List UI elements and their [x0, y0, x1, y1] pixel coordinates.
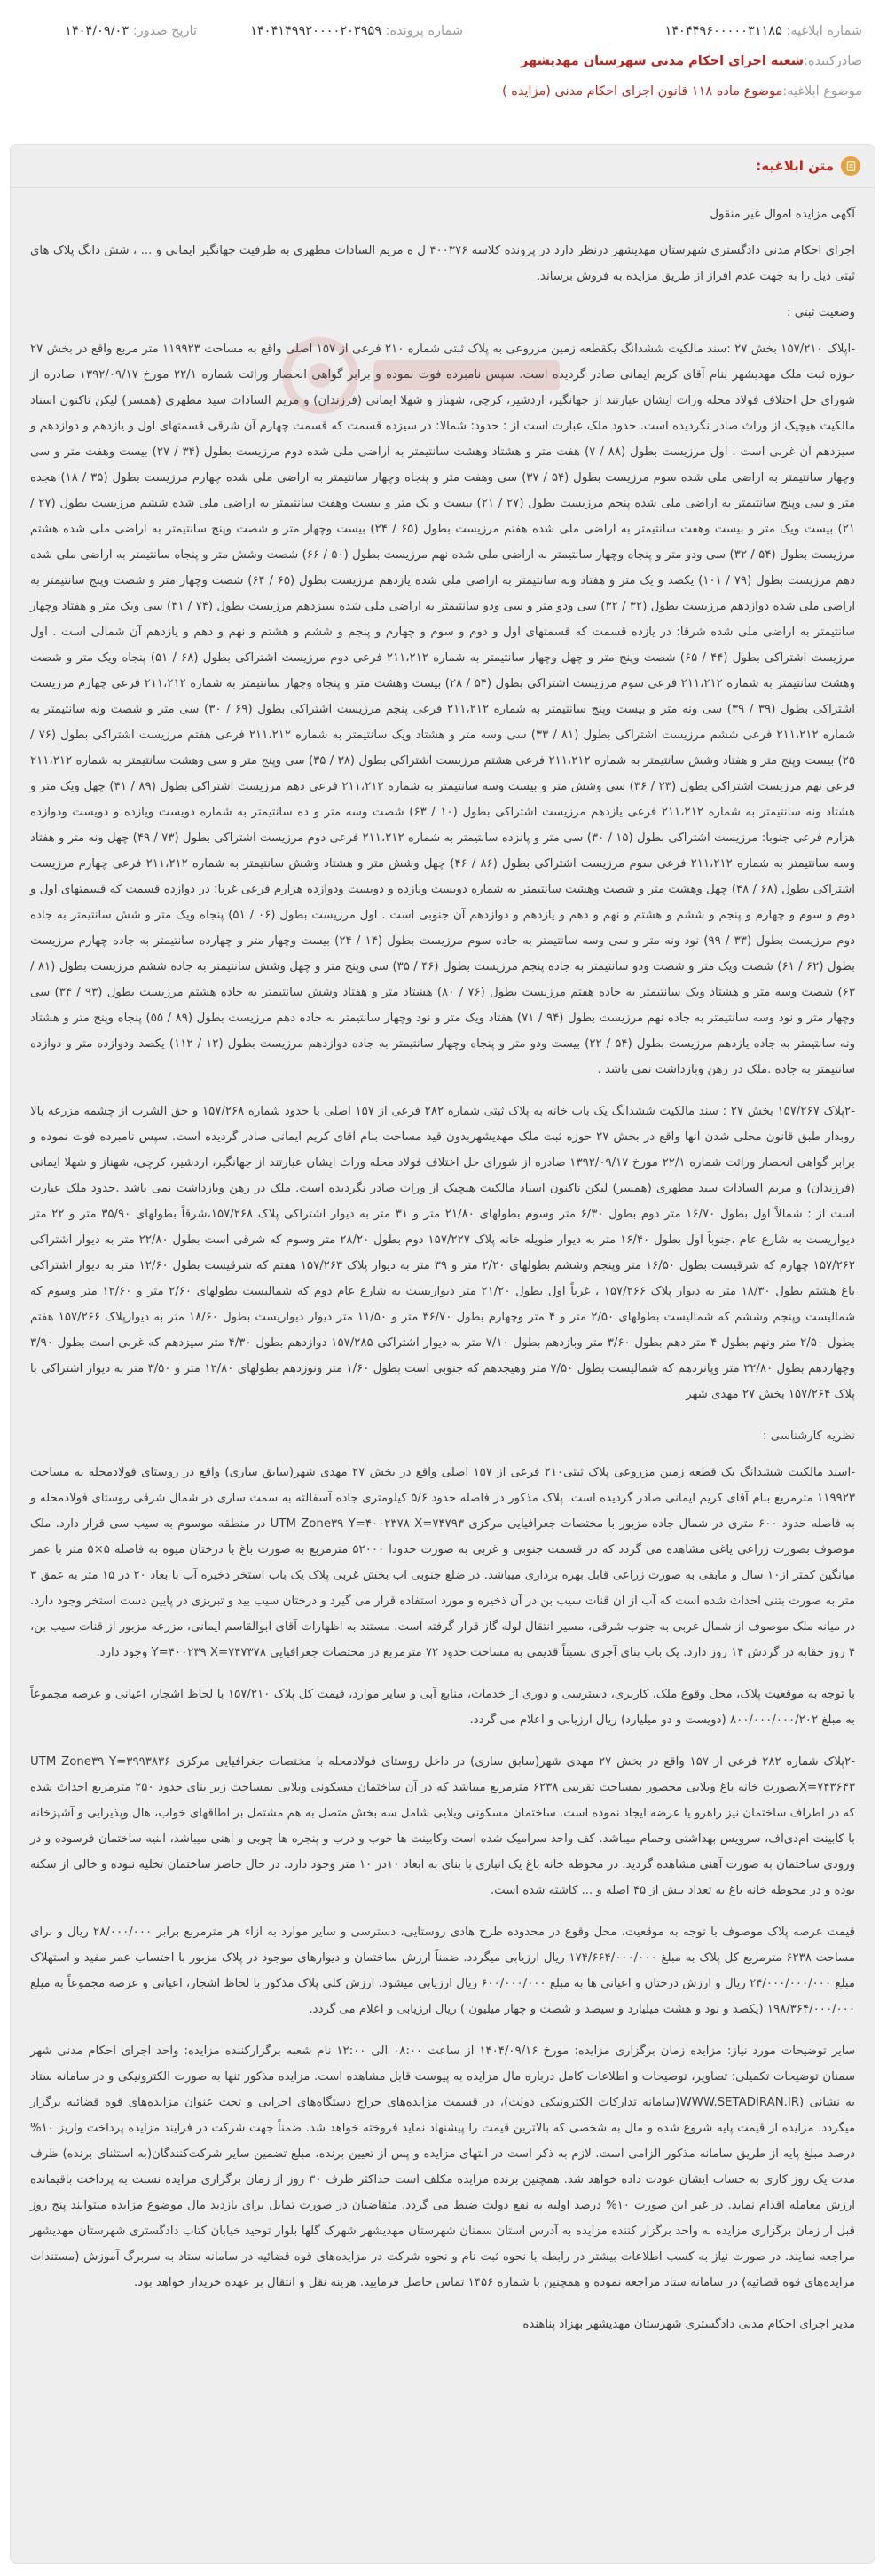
signature-line: مدیر اجرای احکام مدنی دادگستری شهرستان مهدیشهر بهزاد پناهنده — [522, 2318, 855, 2331]
document-icon — [841, 156, 860, 176]
expert-plot-2-paragraph: -۲پلاک شماره ۲۸۲ فرعی از ۱۵۷ واقع در بخش ۲۷ مهدی شهر(سابق ساری) در داخل روستای فولادمحله با مختصات جغرافیایی مرکزی UTM Zone۳۹ Y=۳۹۹۳۸۳۶ X=۷۴۳۶۴۳بصورت خانه باغ ویلایی محصور بمساحت تقریبی ۶۲۳۸ مترمربع میباشد که در آن ساختمان مسکونی ویلایی بمساحت زیر بنای حدود ۲۵۰ مترمربع احداث شده که در اطراف ساختمان نیز راهرو یا عرضه ایجاد نموده است. ساختمان مسکونی ویلایی شامل سه بخش متصل به هم مشتمل بر اطاقهای خواب، هال وپذیرایی و آشپزخانه با کابینت ام‌دی‌اف، سرویس بهداشتی وحمام میباشد. کف واحد سرامیک شده است وکابینت ها خوب و درب و پنجره ها چوبی و آهنی میباشد، ابنیه ساختمان فرسوده و در ورودی ساختمان به صورت آهنی مشاهده گردید. در محوطه خانه باغ یک انباری با بنای به ابعاد ۱۰در ۱۰ متر وجود دارد. در حال حاضر ساختمان تخلیه نبوده و خالی از سکنه بوده و در محوطه خانه باغ به تعداد بیش از ۴۵ اصله و ... کاشته شده است. — [30, 1755, 855, 1897]
expert-opinion-heading: نظریه کارشناسی : — [763, 1430, 855, 1443]
plot-1-paragraph: -اپلاک ۱۵۷/۲۱۰ بخش ۲۷ :سند مالکیت ششدانگ یکقطعه زمین مزروعی به پلاک ثبتی شماره ۲۱۰ فرعی از ۱۵۷ اصلی واقع به مساحت ۱۱۹۹۲۳ متر مربع واقع در بخش ۲۷ حوزه ثبت ملک مهدیشهر بنام آقای کریم ایمانی صادر گردیده است. سپس نامبرده فوت نموده و برابر گواهی انحصار وراثت شماره ۲۲/۱ مورخ ۱۳۹۲/۰۹/۱۷ صادره از شورای حل اختلاف فولاد محله وراث ایشان عبارتند از جهانگیر، اردشیر، کرچی، شهناز و شهلا ایمانی (فرزندان) و مریم السادات سید مطهری (همسر) لیکن تاکنون اسناد مالکیت هیچیک از وراث صادر نگردیده است. حدود ملک عبارت است از : حدود: شمالا: در سیزده قسمت که قسمت چهارم آن شرقی قسمتهای اول و یازدهم و دوازدهم و سیزدهم آن غربی است . اول مرزیست بطول (۸۸ / ۷) هفت متر و هشتاد وهشت سانتیمتر به اراضی ملی شده دوم مرزیست بطول (۳۴ / ۲۷) بیست وهفت متر و سی وچهار سانتیمتر به اراضی ملی شده سوم مرزیست بطول (۵۴ / ۳۷) سی وهفت متر و پنجاه وچهار سانتیمتر به اراضی ملی شده چهارم مرزیست بطول (۳۵ / ۱۸) هجده متر و سی وپنج سانتیمتر به اراضی ملی شده پنجم مرزیست بطول (۲۷ / ۲۱) بیست و یک متر و بیست وهفت سانتیمتر به اراضی ملی شده ششم مرزیست بطول (۲۷ / ۲۱) بیست ویک متر و بیست وهفت سانتیمتر به اراضی ملی شده هفتم مرزیست بطول (۶۵ / ۲۴) بیست وچهار متر و شصت وپنج سانتیمتر به اراضی ملی شده هشتم مرزیست بطول (۵۴ / ۳۲) سی ودو متر و پنجاه وچهار سانتیمتر به اراضی ملی شده نهم مرزیست بطول (۵۰ / ۶۶) شصت وشش متر و پنجاه سانتیمتر به اراضی ملی شده دهم مرزیست بطول (۷۹ / ۱۰۱) یکصد و یک متر و هفتاد ونه سانتیمتر به اراضی ملی شده یازدهم مرزیست بطول (۶۵ / ۶۴) شصت وچهار متر و شصت وپنج سانتیمتر به اراضی ملی شده دوازدهم مرزیست بطول (۳۲ / ۳۲) سی ودو متر و سی ودو سانتیمتر به اراضی ملی شده سیزدهم مرزیست بطول (۷۴ / ۳۱) سی ویک متر و هفتاد وچهار سانتیمتر به اراضی ملی شده شرقا: در یازده قسمت که قسمتهای اول و دوم و سوم و چهارم و پنجم و ششم و هشتم و نهم و دهم و یازدهم آن شمالی است . اول مرزیست اشتراکی بطول (۴۴ / ۶۵) شصت وپنج متر و چهل وچهار سانتیمتر به شماره ۲۱۱،۲۱۲ فرعی دوم مرزیست اشتراکی بطول (۶۸ / ۵۱) پنجاه ویک متر و شصت وهشت سانتیمتر به شماره ۲۱۱،۲۱۲ فرعی سوم مرزیست اشتراکی بطول (۵۴ / ۲۸) بیست وهشت متر و پنجاه وچهار سانتیمتر به شماره ۲۱۱،۲۱۲ فرعی چهارم مرزیست اشتراکی بطول (۳۹ / ۳۹) سی ونه متر و بیست وپنج سانتیمتر به شماره ۲۱۱،۲۱۲ فرعی پنجم مرزیست اشتراکی بطول (۶۹ / ۳۰) سی متر و شصت ونه سانتیمتر به شماره ۲۱۱،۲۱۲ فرعی ششم مرزیست اشتراکی بطول (۸۱ / ۳۳) سی وسه متر و هشتاد ویک سانتیمتر به شماره ۲۱۱،۲۱۲ فرعی هفتم مرزیست اشتراکی بطول (۷۶ / ۲۵) بیست وپنج متر و هفتاد وشش سانتیمتر به شماره ۲۱۱،۲۱۲ فرعی هشتم مرزیست اشتراکی بطول (۳۸ / ۳۵) سی وپنج متر و سی وهشت سانتیمتر به شماره ۲۱۱،۲۱۲ فرعی نهم مرزیست اشتراکی بطول (۲۳ / ۳۶) سی وشش متر و بیست وسه سانتیمتر به شماره ۲۱۱،۲۱۲ فرعی دهم مرزیست اشتراکی بطول (۸۹ / ۴۱) چهل ویک متر و هشتاد ونه سانتیمتر به شماره ۲۱۱،۲۱۲ فرعی یازدهم مرزیست اشتراکی بطول (۱۰ / ۶۳) شصت وسه متر و ده سانتیمتر به شماره دویست ویازده و دویست ودوازده هزارم فرعی جنوبا: مرزیست اشتراکی بطول (۱۵ / ۳۰) سی متر و پانزده سانتیمتر به شماره ۲۱۱،۲۱۲ فرعی دوم مرزیست اشتراکی بطول (۷۳ / ۴۹) چهل ونه متر و هفتاد وسه سانتیمتر به شماره ۲۱۱،۲۱۲ فرعی سوم مرزیست اشتراکی بطول (۸۶ / ۴۶) چهل وشش متر و هشتاد وشش سانتیمتر به شماره ۲۱۱،۲۱۲ فرعی چهارم مرزیست اشتراکی بطول (۶۸ / ۴۸) چهل وهشت متر و شصت وهشت سانتیمتر به شماره دویست ویازده و دویست ودوازده هزارم فرعی غربا: در دوازده قسمت که قسمتهای اول و دوم و سوم و چهارم و پنجم و ششم و هشتم و نهم و دهم و یازدهم و دوازدهم آن جنوبی است . اول مرزیست بطول (۰۶ / ۵۱) پنجاه ویک متر و شش سانتیمتر به جاده دوم مرزیست بطول (۳۳ / ۹۹) نود ونه متر و سی وسه سانتیمتر به جاده سوم مرزیست بطول (۱۴ / ۲۴) بیست وچهار متر و چهارده سانتیمتر به جاده چهارم مرزیست بطول (۶۲ / ۶۱) شصت ویک متر و شصت ودو سانتیمتر به جاده پنجم مرزیست بطول (۴۶ / ۳۵) سی وپنج متر و چهل وشش سانتیمتر به جاده ششم مرزیست بطول (۸۱ / ۶۳) شصت وسه متر و هشتاد ویک سانتیمتر به جاده هفتم مرزیست بطول (۷۶ / ۸۰) هشتاد متر و هفتاد وشش سانتیمتر به جاده هشتم مرزیست بطول (۹۳ / ۳۴) سی وچهار متر و نود وسه سانتیمتر به جاده نهم مرزیست بطول (۹۴ / ۷۱) هفتاد ویک متر و نود وچهار سانتیمتر به جاده دهم مرزیست بطول (۸۹ / ۵۵) پنجاه وپنج متر و هشتاد ونه سانتیمتر به جاده یازدهم مرزیست بطول (۵۴ / ۲۲) بیست ودو متر و پنجاه وچهار سانتیمتر به جاده دوازدهم مرزیست بطول (۱۲ / ۱۱۲) یکصد ودوازده متر و دوازده سانتیمتر به جاده .ملک در رهن وبازداشت نمی باشد . — [30, 343, 856, 1076]
intro-paragraph: اجرای احکام مدنی دادگستری شهرستان مهدیشهر درنظر دارد در پرونده کلاسه ۴۰۰۳۷۶ ل ه مریم السادات مطهری به طرفیت جهانگیر ایمانی و ... ، شش دانگ پلاک های ثبتی ذیل را به جهت عدم افراز از طریق مزایده به فروش برساند. — [30, 244, 855, 283]
meta-row-subject — [25, 76, 862, 106]
plot-1-valuation-paragraph: با توجه به موقعیت پلاک، محل وقوع ملک، کاربری، دسترسی و دوری از خدمات، منابع آبی و سایر موارد، قیمت کل پلاک ۱۵۷/۲۱۰ با لحاظ اشجار، اعیانی و عرصه مجموعاً به مبلغ ۸۰۰/۰۰۰/۰۰۰/۲۰۲ (دویست و دو میلیارد) ریال ارزیابی و اعلام می گردد. — [30, 1688, 856, 1727]
issuer-label: صادرکننده: — [804, 54, 862, 68]
subject-value: موضوع ماده ۱۱۸ قانون اجرای احکام مدنی (مزایده ) — [501, 84, 783, 98]
subject-label: موضوع ابلاغیه: — [782, 84, 862, 98]
notice-number-label: شماره ابلاغیه: — [786, 24, 862, 38]
auction-details-paragraph: سایر توضیحات مورد نیاز: مزایده زمان برگزاری مزایده: مورخ ۱۴۰۴/۰۹/۱۶ از ساعت ۰۸:۰۰ الی ۱۲:۰۰ نام شعبه برگزارکننده مزایده: واحد اجرای احکام مدنی شهر سمنان توضیحات تکمیلی: تصاویر، توضیحات و اطلاعات کامل درباره مال مزایده به پیوست قابل مشاهده است. مزایده مذکور تنها به صورت الکترونیکی و در سامانه ستاد به نشانی (WWW.SETADIRAN.IR(سامانه تدارکات الکترونیکی دولت)، در قسمت مزایده‌های حراج دستگاه‌های اجرایی و تحت عنوان مزایده‌های قوه قضائیه برگزار میگردد. مزایده از قیمت پایه شروع شده و مال به شخصی که بالاترین قیمت را پیشنهاد نماید فروخته خواهد شد. ضمناً جهت شرکت در فرایند مزایده پرداخت واریز ۱۰% درصد مبلغ پایه از طریق سامانه مذکور الزامی است. لازم به ذکر است در انتهای مزایده و پس از تعیین برنده، مبلغ تضمین سایر شرکت‌کنندگان(به استثنای برنده) ظرف مدت یک روز کاری به حساب ایشان عودت داده خواهد شد. همچنین برنده مزایده مکلف است حداکثر ظرف ۳۰ روز از زمان برگزاری مزایده نسبت به پرداخت باقیمانده ارزش معامله اقدام نماید. در غیر این صورت ۱۰% درصد اولیه به نفع دولت ضبط می گردد. متقاضیان در صورت تمایل برای بازدید مال موضوع مزایده میتوانند پنج روز قبل از زمان برگزاری مزایده به واحد برگزار کننده مزایده به آدرس استان سمنان شهرستان مهدیشهر شهرک گلها بلوار توحید خیابان کتاب دادگستری شهرستان مهدیشهر مراجعه نمایند. در صورت نیاز به کسب اطلاعات بیشتر در رابطه با نحوه ثبت نام و نحوه شرکت در مزایده‌های قوه قضائیه در سامانه ستاد به سربرگ آموزش (مستندات مزایده‌های قوه قضائیه) در سامانه ستاد مراجعه نموده و همچنین با شماره ۱۴۵۶ تماس حاصل فرمایید. هزینه نقل و انتقال بر عهده خریدار خواهد بود. — [30, 2044, 855, 2289]
registration-status-heading: وضعیت ثبتی : — [787, 306, 855, 319]
issue-date-label: تاریخ صدور: — [132, 24, 197, 38]
issue-date — [25, 24, 197, 38]
auction-heading: آگهی مزایده اموال غیر منقول — [710, 208, 855, 221]
case-number-label: شماره پرونده: — [385, 24, 463, 38]
notice-body — [30, 201, 855, 2353]
case-number — [197, 24, 463, 38]
plot-2-valuation-paragraph: قیمت عرصه پلاک موصوف با توجه به موقعیت، محل وقوع در محدوده طرح هادی روستایی، دسترسی و سایر موارد به ازاء هر مترمربع برابر ۲۸/۰۰۰/۰۰۰ ریال و برای مساحت ۶۲۳۸ مترمربع کل پلاک به مبلغ ۱۷۴/۶۶۴/۰۰۰/۰۰۰ ریال ارزیابی میگردد. ضمناً ارزش ساختمان و دیوارهای موجود در پلاک مزبور با احتساب عمر مفید و استهلاک مبلغ ۲۴/۰۰۰/۰۰۰/۰۰۰ ریال و ارزش درختان و اعیانی ها به مبلغ ۶۰۰/۰۰۰/۰۰۰ ریال ارزیابی میشود. ارزش کلی پلاک مذکور با لحاظ اشجار، اعیانی و عرصه مجموعاً به مبلغ ۱۹۸/۳۶۴/۰۰۰/۰۰۰ (یکصد و نود و هشت میلیارد و سیصد و شصت و چهار میلیون ) ریال ارزیابی و اعلام می گردد. — [30, 1926, 855, 2016]
plot-2-paragraph: -۲پلاک ۱۵۷/۲۶۷ بخش ۲۷ : سند مالکیت ششدانگ یک باب خانه به پلاک ثبتی شماره ۲۸۲ فرعی از ۱۵۷ اصلی با حدود شماره ۱۵۷/۲۶۸ و حق الشرب از چشمه مزرعه بالا روبدار طبق قانون محلی شدن آنها واقع در بخش ۲۷ حوزه ثبت ملک مهدیشهربدون قید مساحت بنام آقای کریم ایمانی صادر گردیده است. سپس نامبرده فوت نموده و برابر گواهی انحصار وراثت شماره ۲۲/۱ مورخ ۱۳۹۲/۰۹/۱۷ صادره از شورای حل اختلاف فولاد محله وراث ایشان عبارتند از جهانگیر، اردشیر، کرچی، شهناز و شهلا ایمانی (فرزندان) و مریم السادات سید مطهری (همسر) لیکن تاکنون اسناد مالکیت هیچیک از وراث صادر نگردیده است. ملک در رهن وبازداشت نمی باشد .حدود ملک عبارت است از : شمالاً اول بطول ۱۶/۷۰ متر دوم بطول ۶/۳۰ متر وسوم بطولهای ۲۱/۸۰ متر و ۳۱ متر به دیوار اشتراکی پلاک ۱۵۷/۲۶۸،شرقاً بطولهای ۳۵/۹۰ متر و ۲۲ متر دیواریست به شارع عام ،جنوباً اول بطول ۱۶/۴۰ متر به دیوار طویله خانه پلاک ۱۵۷/۲۲۷ دوم بطول ۲۸/۲۰ متر وسوم که شرقی است بطول ۲۲/۸۰ متر به دیوار اشتراکی ۱۵۷/۲۶۲ چهارم که شرقیست بطول ۱۶/۵۰ متر وپنجم وششم بطولهای ۲/۲۰ متر و ۳۹ متر به دیوار پلاک ۱۵۷/۲۶۳ هفتم که شرقیست بطول ۱۲/۶۰ متر به دیوار اشتراکی باغ هشتم بطول ۱۸/۳۰ متر به دیوار پلاک ۱۵۷/۲۶۶ ، غرباً اول بطول ۲۱/۲۰ متر دیواریست به شارع عام دوم که شمالیست بطولهای ۲/۶۰ متر و ۱۲/۶۰ متر وسوم که شمالیست وپنجم وششم که شمالیست بطولهای ۲/۵۰ متر و ۴ متر وچهارم بطول ۳۶/۷۰ متر و ۱۱/۵۰ متر دیوار دیواریست بطول ۱۸/۶۰ متر به دیوارپلاک ۱۵۷/۲۶۶ هفتم بطول ۲/۵۰ متر ونهم بطول ۴ متر دهم بطول ۳/۶۰ متر وبازدهم بطول ۷/۱۰ متر به دیوار اشتراکی ۱۵۷/۲۸۵ دوازدهم بطول ۴/۳۰ متر سیزدهم که غربی است بطول ۳/۹۰ وچهاردهم بطول ۲۲/۸۰ متر وپانزدهم که شمالیست بطول ۷/۵۰ متر وهیجدهم که جنوبی است بطول ۱/۶۰ متر ونوزدهم بطولهای ۱۲/۸۰ متر و ۳/۵۰ متر به دیوار اشتراکی با پلاک ۱۵۷/۲۶۴ بخش ۲۷ مهدی شهر — [30, 1105, 856, 1401]
notice-text-title: متن ابلاغیه: — [756, 158, 834, 174]
notice-number-value: ۱۴۰۴۴۹۶۰۰۰۰۰۳۱۱۸۵ — [664, 24, 782, 38]
issuer-value: شعبه اجرای احکام مدنی شهرستان مهدیشهر — [521, 54, 805, 68]
meta-row-numbers — [25, 16, 862, 46]
meta-row-issuer — [25, 46, 862, 76]
issue-date-value: ۱۴۰۴/۰۹/۰۳ — [65, 24, 130, 38]
notice-text-card — [10, 144, 875, 2564]
expert-plot-1-paragraph: -اسند مالکیت ششدانگ یک قطعه زمین مزروعی پلاک ثبتی۲۱۰ فرعی از ۱۵۷ اصلی واقع در بخش ۲۷ مهدی شهر(سابق ساری) واقع در روستای فولادمحله به مساحت ۱۱۹۹۲۳ مترمربع بنام آقای کریم ایمانی صادر گردیده است. پلاک مذکور در فاصله حدود ۵/۶ کیلومتری جاده آسفالته به سمت ساری در شمال شرقی روستای فولادمحله و به فاصله حدود ۶۰۰ متری در شمال جاده مزبور با مختصات جغرافیایی مرکزی UTM Zone۳۹ Y=۴۰۰۲۳۷۸ X=۷۴۷۹۳ در منطقه موسوم به سیب سی قرار دارد. ملک موصوف بصورت زراعی یاغی مشاهده می گردد که در قسمت جنوبی و غربی به صورت حدودا ۵۲۰۰۰ مترمربع به صورت باغ با درختان میوه به فاصله ۵×۵ متر با عمر میانگین کمتر از۱۰ سال و مابقی به صورت زراعی قابل بهره برداری میباشد. در ضلع جنوبی اب بخش غربی پلاک یک باب استخر ذخیره آب با بعاد ۲۰ در ۱۵ متر به عمق ۳ متر به صورت بتنی احداث شده است که آب از ان قنات سیب بن در آن ذخیره و مورد استفاده قرار می گیرد و درختان سیب بید و تبریزی در پایین دست استخر وجود دارد. در میانه ملک موصوف از شمال غربی به جنوب شرقی، مسیر انتقال لوله گاز قرار گرفته است. مستند به اظهارات آقای ابوالقاسم ایمانی، مزرعه مزبور از قنات سیب بن، ۴ روز حقابه در گردش ۱۴ روز دارد. یک باب بنای آجری نسبتاً قدیمی به مساحت حدود ۷۲ مترمربع در مختصات جغرافیایی Y=۴۰۰۲۳۹ X=۷۴۷۳۷۸ وجود دارد. — [30, 1466, 856, 1659]
card-divider — [11, 187, 875, 188]
notice-text-header — [756, 150, 860, 182]
case-number-value: ۱۴۰۴۱۴۹۹۲۰۰۰۰۲۰۳۹۵۹ — [250, 24, 382, 38]
notice-meta — [25, 16, 862, 106]
notice-number — [463, 24, 862, 38]
